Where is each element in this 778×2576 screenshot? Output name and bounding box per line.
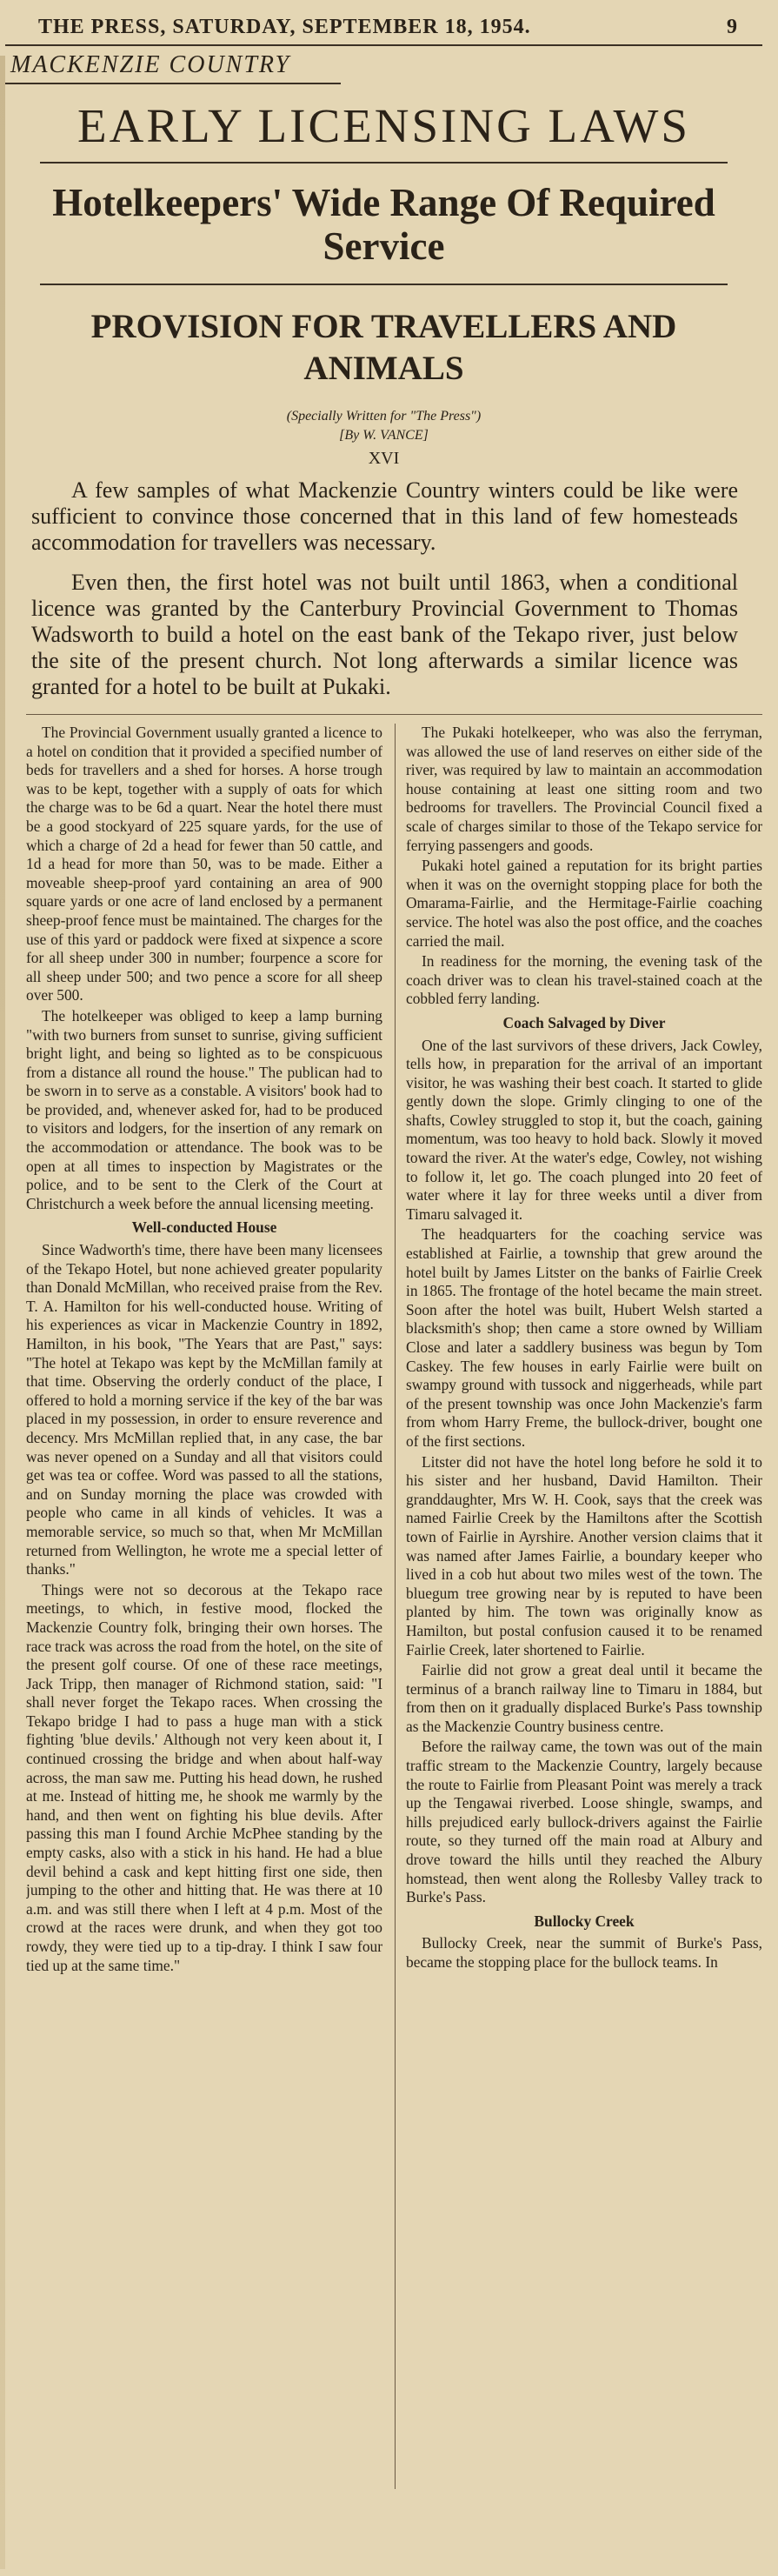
author-byline: [By W. VANCE]	[339, 428, 429, 443]
column-left	[26, 724, 382, 2489]
column-right	[395, 724, 762, 2489]
intro-paragraph: A few samples of what Mackenzie Country winters could be like were sufficient to convince those concerned that in this land of few homesteads accommodation for travellers was necessary.	[31, 477, 738, 555]
credit-line: (Specially Written for "The Press")	[286, 409, 482, 424]
body-paragraph: The Pukaki hotelkeeper, who was also the ferryman, was allowed the use of land reserves on either side of the river, was required by law to maintain an accommodation house containing at least one sitting room and two bedrooms for travellers. The Provincial Council fixed a scale of charges similar to those of the Tekapo service for ferrying passengers and goods.	[406, 724, 762, 854]
body-paragraph: Before the railway came, the town was out of the main traffic stream to the Mackenzie Country, largely because the route to Fairlie from Pleasant Point was merely a track up the Tengawai riverbed. Loose shingle, swamps, and hills prejudiced early bullock-drivers against the Fairlie route, so they turned off the main road at Albury and drove toward the hills until they reached the Albury homstead, then went along the Rollesby Valley track to Burke's Pass.	[406, 1738, 762, 1906]
section-label: MACKENZIE COUNTRY	[5, 46, 341, 84]
subheading: Bullocky Creek	[534, 1912, 635, 1930]
intro-paragraph: Even then, the first hotel was not built until 1863, when a conditional licence was granted by the Canterbury Provincial Government to Thomas Wadsworth to build a hotel on the east bank of the Tekapo river, just below the site of the present church. Not long afterwards a similar licence was granted for a hotel to be built at Pukaki.	[31, 570, 738, 699]
body-paragraph: Bullocky Creek, near the summit of Burke's Pass, became the stopping place for the bullock teams. In	[406, 1934, 762, 1971]
subheading: Well-conducted House	[131, 1218, 277, 1237]
headline: EARLY LICENSING LAWS	[77, 99, 690, 152]
article-body	[26, 714, 762, 2489]
intro-paragraphs	[5, 477, 762, 700]
body-paragraph: Litster did not have the hotel long before he sold it to his sister and her husband, David Hamilton. Their granddaughter, Mrs W. H. Cook, says that the creek was named Fairlie Creek by the Hamiltons after the Scottish town of Fairlie in Ayrshire. Another version claims that it was named after James Fairlie, a boundary keeper who lived in a cob hut about two miles west of the town. The bluegum tree growing near by is reputed to have been planted by him. The town was originally know as Hamilton, but postal confusion caused it to be renamed Fairlie Creek, later shortened to Fairlie.	[406, 1452, 762, 1658]
body-paragraph: The Provincial Government usually granted a licence to a hotel on condition that it provided a specified number of beds for travellers and a shed for horses. A horse trough was to be kept, together with a supply of oats for which the charge was to be 6d a quart. Near the hotel there must be a good stockyard of 225 square yards, for the use of which a charge of 2d a head for fewer than 50 cattle, and 1d a head for more than 50, was to be made. Either a moveable sheep-proof yard containing an area of 900 square yards or one acre of land enclosed by a permanent sheep-proof fence must be maintained. The charges for the use of this yard or paddock were fixed at sixpence a score for all sheep under 300 in number; fourpence a score for all sheep under 500; and two pence a score for all sheep over 500.	[26, 724, 382, 1004]
masthead	[5, 0, 762, 46]
deck-headline: PROVISION FOR TRAVELLERS AND ANIMALS	[90, 308, 677, 387]
body-paragraph: The hotelkeeper was obliged to keep a lamp burning "with two burners from sunset to sunrise, giving sufficient bright light, and being so lighted as to be conspicuous from a distance all round the house." The publican had to be sworn in to serve as a constable. A visitors' book had to be provided, and, whenever asked for, had to be produced to visitors and lodgers, for the insertion of any remark on the accommodation or attendance. The book was to be open at all times to inspection by Magistrates or the police, and to be sent to the Clerk of the Court at Christchurch a week before the annual licensing meeting.	[26, 1006, 382, 1212]
body-paragraph: Since Wadworth's time, there have been many licensees of the Tekapo Hotel, but none achieved greater popularity than Donald McMillan, who received praise from the Rev. T. A. Hamilton for his well-conducted house. Writing of his experiences as vicar in Mackenzie Country in 1892, Hamilton, in his book, "The Years that are Past," says: "The hotel at Tekapo was kept by the McMillan family at that time. Observing the orderly conduct of the place, I offered to hold a morning service if the key of the bar was placed in my possession, in order to ensure reverence and decency. Mrs McMillan replied that, in any case, the bar was never opened on a Sunday and all that visitors could get was tea or coffee. Word was passed to all the stations, and on Sunday morning the place was crowded with people who came in all kinds of vehicles. It was a memorable service, so much so that, when Mr McMillan returned from Wellington, he wrote me a special letter of thanks."	[26, 1241, 382, 1578]
body-paragraph: Things were not so decorous at the Tekapo race meetings, to which, in festive mood, flocked the Mackenzie Country folk, bringing their own horses. The race track was across the road from the hotel, on the site of the present golf course. Of one of these race meetings, Jack Tripp, then manager of Richmond station, said: "I shall never forget the Tekapo races. When crossing the Tekapo bridge I had to pass a huge man with a stick fighting 'blue devils.' Although not very keen about it, I continued crossing the bridge and when about half-way across, the man saw me. Putting his head down, he rushed at me. Instead of hitting me, he shook me warmly by the hand, and then went on fighting his blue devils. After passing this man I found Archie McPhee standing by the empty casks, also with a stick in his hand. He had a blue devil behind a cask and kept hitting first one side, then jumping to the other and hitting that. He was there at 10 a.m. and was still there when I left at 4 p.m. Most of the crowd at the races were drunk, and when they got too rowdy, they were tied up to a tip-dray. I think I saw four tied up at the same time."	[26, 1580, 382, 1974]
paper-dateline: THE PRESS, SATURDAY, SEPTEMBER 18, 1954.	[38, 16, 531, 38]
body-paragraph: In readiness for the morning, the evening task of the coach driver was to clean his travel-stained coach at the cobbled ferry landing.	[406, 952, 762, 1008]
subheadline: Hotelkeepers' Wide Range Of Required Service	[40, 162, 728, 285]
body-paragraph: One of the last survivors of these drivers, Jack Cowley, tells how, in preparation for the arrival of an important visitor, he was washing their best coach. It started to glide gently down the slope. Grimly clinging to one of the shafts, Cowley struggled to stop it, but the coach, gaining momentum, was too heavy to hold back. Slowly it moved toward the river. At the water's edge, Cowley, not wishing to follow it, let go. The coach plunged into 20 feet of water where it lay for three weeks until a diver from Timaru salvaged it.	[406, 1036, 762, 1223]
series-part-number: XVI	[368, 449, 400, 468]
page-edge-shadow	[0, 56, 5, 2569]
subheading: Coach Salvaged by Diver	[502, 1013, 666, 1031]
page-number: 9	[727, 16, 738, 38]
body-paragraph: Pukaki hotel gained a reputation for its bright parties when it was on the overnight stopping place for both the Omarama-Fairlie, and the Hermitage-Fairlie coaching service. The hotel was also the post office, and the coaches carried the mail.	[406, 857, 762, 950]
body-paragraph: The headquarters for the coaching service was established at Fairlie, a township that grew around the hotel built by James Litster on the banks of Fairlie Creek in 1865. The frontage of the hotel became the main street. Soon after the hotel was built, Hubert Welsh started a blacksmith's shop; then came a store owned by William Close and later a saddlery business was begun by Tom Caskey. The few houses in early Fairlie were built on swampy ground with tussock and niggerheads, while part of the present township was once John Mackenzie's farm from whom Harry Freme, the bullock-driver, bought one of the first sections.	[406, 1225, 762, 1450]
body-paragraph: Fairlie did not grow a great deal until it became the terminus of a branch railway line to Timaru in 1884, but from then on it gradually displaced Burke's Pass township as the Mackenzie Country business centre.	[406, 1661, 762, 1735]
